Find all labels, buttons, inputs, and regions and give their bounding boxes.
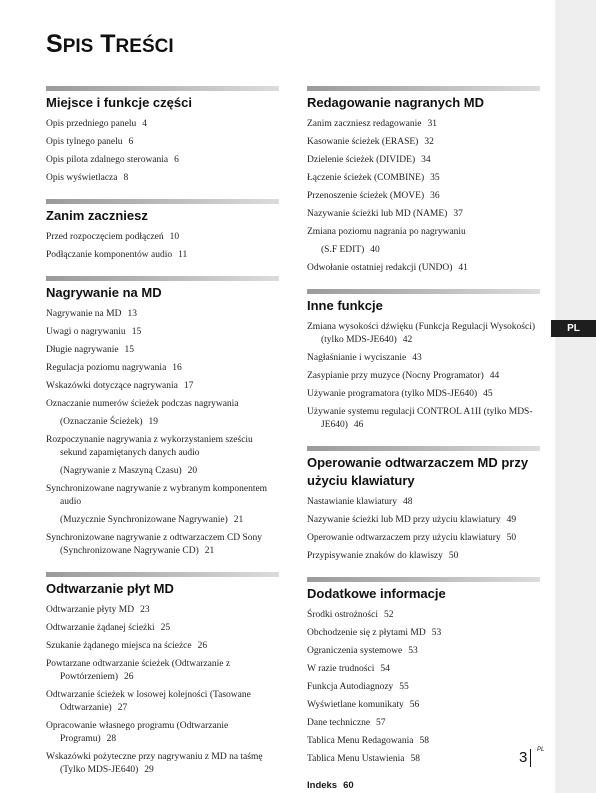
index-entry[interactable] [307, 780, 540, 791]
index-label: Indeks [307, 780, 338, 791]
right-margin-strip [555, 0, 596, 793]
toc-entry-title: Opis przedniego panelu [46, 119, 137, 129]
toc-entry[interactable] [46, 658, 279, 684]
toc-entry[interactable] [46, 416, 279, 429]
toc-entry[interactable] [307, 699, 540, 712]
toc-entry-page: 17 [183, 381, 194, 391]
toc-section [46, 86, 279, 185]
toc-entry-page: 44 [489, 371, 500, 381]
section-heading: Nagrywanie na MD [46, 285, 162, 300]
toc-entry-title: Wskazówki pożyteczne przy nagrywaniu z MD na taśmę (Tylko MDS-JE640) [46, 752, 263, 775]
toc-entry-title: Wyświetlane komunikaty [307, 700, 404, 710]
toc-entry-page: 28 [106, 734, 117, 744]
toc-entry-page: 21 [233, 515, 244, 525]
toc-entry-page: 26 [197, 641, 208, 651]
toc-entry[interactable] [46, 532, 279, 558]
toc-entry-page: 16 [172, 363, 182, 373]
toc-entry-title: Zanim zaczniesz redagowanie [307, 119, 422, 129]
toc-entry[interactable] [307, 514, 540, 527]
toc-entry[interactable] [307, 532, 540, 545]
toc-entry-page: 58 [419, 736, 429, 746]
toc-entry[interactable] [46, 398, 279, 411]
section-rule [307, 446, 540, 451]
section-rule [46, 276, 279, 281]
toc-entry-title: Opis wyświetlacza [46, 173, 118, 183]
toc-entry-title: Rozpoczynanie nagrywania z wykorzystaniem sześciu sekund zapamiętanych danych audio [46, 435, 253, 458]
toc-entry-title: Odtwarzanie ścieżek w losowej kolejności (Tasowane Odtwarzanie) [46, 690, 251, 713]
toc-entry-title: Powtarzane odtwarzanie ścieżek (Odtwarzanie z Powtórzeniem) [46, 659, 231, 682]
toc-entry-title: Uwagi o nagrywaniu [46, 327, 126, 337]
toc-entry[interactable] [46, 362, 279, 375]
toc-entry-title: Nastawianie klawiatury [307, 497, 397, 507]
section-rule [307, 289, 540, 294]
toc-entry-title: Oznaczanie numerów ścieżek podczas nagrywania [46, 399, 239, 409]
toc-entry-page: 42 [402, 335, 413, 345]
toc-entry-title: Zasypianie przy muzyce (Nocny Programator) [307, 371, 484, 381]
toc-entry-page: 20 [187, 466, 198, 476]
toc-entry[interactable] [307, 645, 540, 658]
section-heading: Miejsce i funkcje części [46, 95, 192, 110]
toc-entry-title: Dane techniczne [307, 718, 371, 728]
toc-entry-title: Długie nagrywanie [46, 345, 119, 355]
toc-entry-title: Opis tylnego panelu [46, 137, 123, 147]
index-page: 60 [343, 780, 354, 791]
toc-entry-page: 53 [431, 628, 442, 638]
toc-section [46, 199, 279, 262]
toc-entry-title: (Muzycznie Synchronizowane Nagrywanie) [60, 515, 228, 525]
toc-entry[interactable] [307, 388, 540, 401]
toc-entry-title: Funkcja Autodiagnozy [307, 682, 394, 692]
toc-entry-title: (Oznaczanie Ścieżek) [60, 417, 143, 427]
toc-entry[interactable] [46, 640, 279, 653]
toc-entry-title: Używanie systemu regulacji CONTROL A1II (tylko MDS-JE640) [307, 407, 533, 430]
toc-entry-page: 8 [123, 173, 129, 183]
toc-entry[interactable] [307, 262, 540, 275]
toc-entry-title: Opis pilota zdalnego sterowania [46, 155, 169, 165]
toc-entry-page: 19 [148, 417, 159, 427]
toc-entry-title: Przed rozpoczęciem podłączeń [46, 232, 164, 242]
toc-entry-page: 37 [453, 209, 463, 219]
toc-entry[interactable] [307, 550, 540, 563]
toc-entry-page: 31 [427, 119, 437, 129]
toc-entry-page: 48 [402, 497, 413, 507]
toc-entry[interactable] [46, 483, 279, 509]
toc-entry-title: Łączenie ścieżek (COMBINE) [307, 173, 425, 183]
toc-entry[interactable] [307, 609, 540, 622]
toc-entry-page: 34 [421, 155, 431, 165]
toc-entry[interactable] [307, 136, 540, 149]
toc-entry[interactable] [46, 172, 279, 185]
toc-entry[interactable] [46, 326, 279, 339]
toc-entry[interactable] [307, 208, 540, 221]
toc-entry[interactable] [307, 352, 540, 365]
toc-entry-page: 40 [370, 245, 380, 255]
toc-entry[interactable] [46, 380, 279, 393]
section-rule [307, 86, 540, 91]
toc-entry-page: 32 [424, 137, 434, 147]
toc-entry-title: Zmiana wysokości dźwięku (Funkcja Regulacji Wysokości) (tylko MDS-JE640) [307, 322, 535, 345]
section-rule [46, 86, 279, 91]
toc-entry-title: Tablica Menu Ustawienia [307, 754, 405, 764]
toc-entry-page: 15 [131, 327, 142, 337]
toc-section [307, 289, 540, 432]
toc-entry[interactable] [46, 689, 279, 715]
toc-entry[interactable] [46, 622, 279, 635]
toc-entry-title: Dzielenie ścieżek (DIVIDE) [307, 155, 416, 165]
toc-section [46, 276, 279, 558]
toc-entry[interactable] [46, 720, 279, 746]
toc-entry-page: 11 [178, 250, 188, 260]
toc-entry-title: Ograniczenia systemowe [307, 646, 403, 656]
toc-entry-page: 10 [169, 232, 180, 242]
toc-entry[interactable] [307, 370, 540, 383]
toc-entry-title: Nazywanie ścieżki lub MD przy użyciu klawiatury [307, 515, 501, 525]
section-heading: Zanim zaczniesz [46, 208, 148, 223]
toc-entry[interactable] [307, 496, 540, 509]
toc-entry-title: Nazywanie ścieżki lub MD (NAME) [307, 209, 448, 219]
page-number-suffix: PL [537, 747, 545, 753]
toc-entry-title: Odtwarzanie płyty MD [46, 605, 135, 615]
page-number: 3 [519, 749, 531, 767]
toc-entry-page: 27 [117, 703, 128, 713]
toc-entry-title: Operowanie odtwarzaczem przy użyciu klawiatury [307, 533, 501, 543]
toc-entry-title: (S.F EDIT) [321, 245, 365, 255]
toc-right-column [307, 86, 540, 791]
toc-entry[interactable] [307, 717, 540, 730]
toc-section [46, 572, 279, 777]
toc-entry[interactable] [46, 604, 279, 617]
toc-entry-page: 54 [380, 664, 390, 674]
toc-entry-title: Kasowanie ścieżek (ERASE) [307, 137, 419, 147]
toc-entry[interactable] [46, 136, 279, 149]
toc-left-column [46, 86, 279, 791]
toc-entry-page: 25 [160, 623, 171, 633]
toc-entry-page: 50 [448, 551, 459, 561]
toc-entry-page: 43 [412, 353, 422, 363]
toc-entry[interactable] [307, 172, 540, 185]
toc-entry-page: 50 [506, 533, 517, 543]
toc-entry-title: Tablica Menu Redagowania [307, 736, 414, 746]
toc-entry-title: Używanie programatora (tylko MDS-JE640) [307, 389, 478, 399]
section-heading: Operowanie odtwarzaczem MD przy użyciu klawiatury [307, 455, 529, 488]
toc-entry[interactable] [307, 118, 540, 131]
toc-section [307, 86, 540, 275]
toc-entry-page: 41 [458, 263, 468, 273]
toc-entry[interactable] [307, 406, 540, 432]
toc-entry-title: Zmiana poziomu nagrania po nagrywaniu [307, 227, 466, 237]
toc-entry[interactable] [307, 321, 540, 347]
toc-entry[interactable] [307, 244, 540, 257]
toc-entry-title: Synchronizowane nagrywanie z odtwarzaczem CD Sony (Synchronizowane Nagrywanie CD) [46, 533, 263, 556]
section-heading: Dodatkowe informacje [307, 586, 446, 601]
toc-entry[interactable] [307, 681, 540, 694]
toc-entry-page: 45 [483, 389, 493, 399]
toc-entry-title: Szukanie żądanego miejsca na ścieżce [46, 641, 192, 651]
section-heading: Redagowanie nagranych MD [307, 95, 484, 110]
toc-entry[interactable] [46, 344, 279, 357]
toc-entry-page: 21 [204, 546, 215, 556]
toc-entry-page: 4 [142, 119, 147, 129]
section-heading: Inne funkcje [307, 298, 383, 313]
toc-entry[interactable] [307, 627, 540, 640]
toc-entry[interactable] [46, 118, 279, 131]
toc-entry-title: Odwołanie ostatniej redakcji (UNDO) [307, 263, 453, 273]
toc-entry[interactable] [46, 514, 279, 527]
section-heading: Odtwarzanie płyt MD [46, 581, 174, 596]
toc-entry[interactable] [46, 751, 279, 777]
toc-entry-page: 23 [140, 605, 150, 615]
toc-entry[interactable] [46, 249, 279, 262]
toc-entry[interactable] [46, 231, 279, 244]
toc-section [307, 446, 540, 563]
toc-entry-page: 15 [124, 345, 135, 355]
toc-entry-title: Środki ostrożności [307, 610, 378, 620]
toc-entry-page: 29 [144, 765, 154, 775]
page-title: SPIS TREŚCI [46, 30, 174, 58]
toc-section [307, 577, 540, 766]
toc-entry[interactable] [307, 190, 540, 203]
toc-entry-title: Regulacja poziomu nagrywania [46, 363, 167, 373]
section-rule [46, 199, 279, 204]
toc-entry-page: 26 [124, 672, 134, 682]
toc-entry[interactable] [46, 434, 279, 460]
toc-entry-page: 6 [174, 155, 179, 165]
section-rule [46, 572, 279, 577]
toc-entry[interactable] [46, 154, 279, 167]
toc-entry-title: Nagrywanie na MD [46, 309, 122, 319]
toc-entry-title: (Nagrywanie z Maszyną Czasu) [60, 466, 182, 476]
toc-entry-page: 6 [128, 137, 134, 147]
toc-entry-page: 46 [353, 420, 364, 430]
toc-entry[interactable] [307, 154, 540, 167]
toc-entry-title: Nagłaśnianie i wyciszanie [307, 353, 407, 363]
toc-entry[interactable] [307, 753, 540, 766]
toc-entry-page: 52 [383, 610, 394, 620]
toc-entry-page: 55 [399, 682, 409, 692]
toc-entry-title: Przenoszenie ścieżek (MOVE) [307, 191, 425, 201]
toc-entry-title: Odtwarzanie żądanej ścieżki [46, 623, 155, 633]
toc-entry[interactable] [307, 226, 540, 239]
toc-entry-page: 56 [409, 700, 420, 710]
toc-entry-page: 36 [430, 191, 440, 201]
toc-entry-title: W razie trudności [307, 664, 375, 674]
toc-entry-page: 35 [430, 173, 440, 183]
toc-entry-page: 53 [408, 646, 418, 656]
toc-entry-title: Podłączanie komponentów audio [46, 250, 173, 260]
toc-entry-page: 49 [506, 515, 517, 525]
toc-entry-page: 57 [376, 718, 386, 728]
toc-entry-title: Synchronizowane nagrywanie z wybranym komponentem audio [46, 484, 268, 507]
toc-entry-title: Obchodzenie się z płytami MD [307, 628, 426, 638]
toc-entry[interactable] [46, 465, 279, 478]
toc-entry[interactable] [307, 663, 540, 676]
section-rule [307, 577, 540, 582]
toc-entry[interactable] [307, 735, 540, 748]
toc-entry[interactable] [46, 308, 279, 321]
toc-entry-title: Wskazówki dotyczące nagrywania [46, 381, 178, 391]
toc-entry-title: Opracowanie własnego programu (Odtwarzanie Programu) [46, 721, 229, 744]
toc-entry-page: 13 [127, 309, 137, 319]
language-tab: PL [551, 320, 596, 337]
toc-entry-title: Przypisywanie znaków do klawiszy [307, 551, 443, 561]
toc-entry-page: 58 [410, 754, 420, 764]
